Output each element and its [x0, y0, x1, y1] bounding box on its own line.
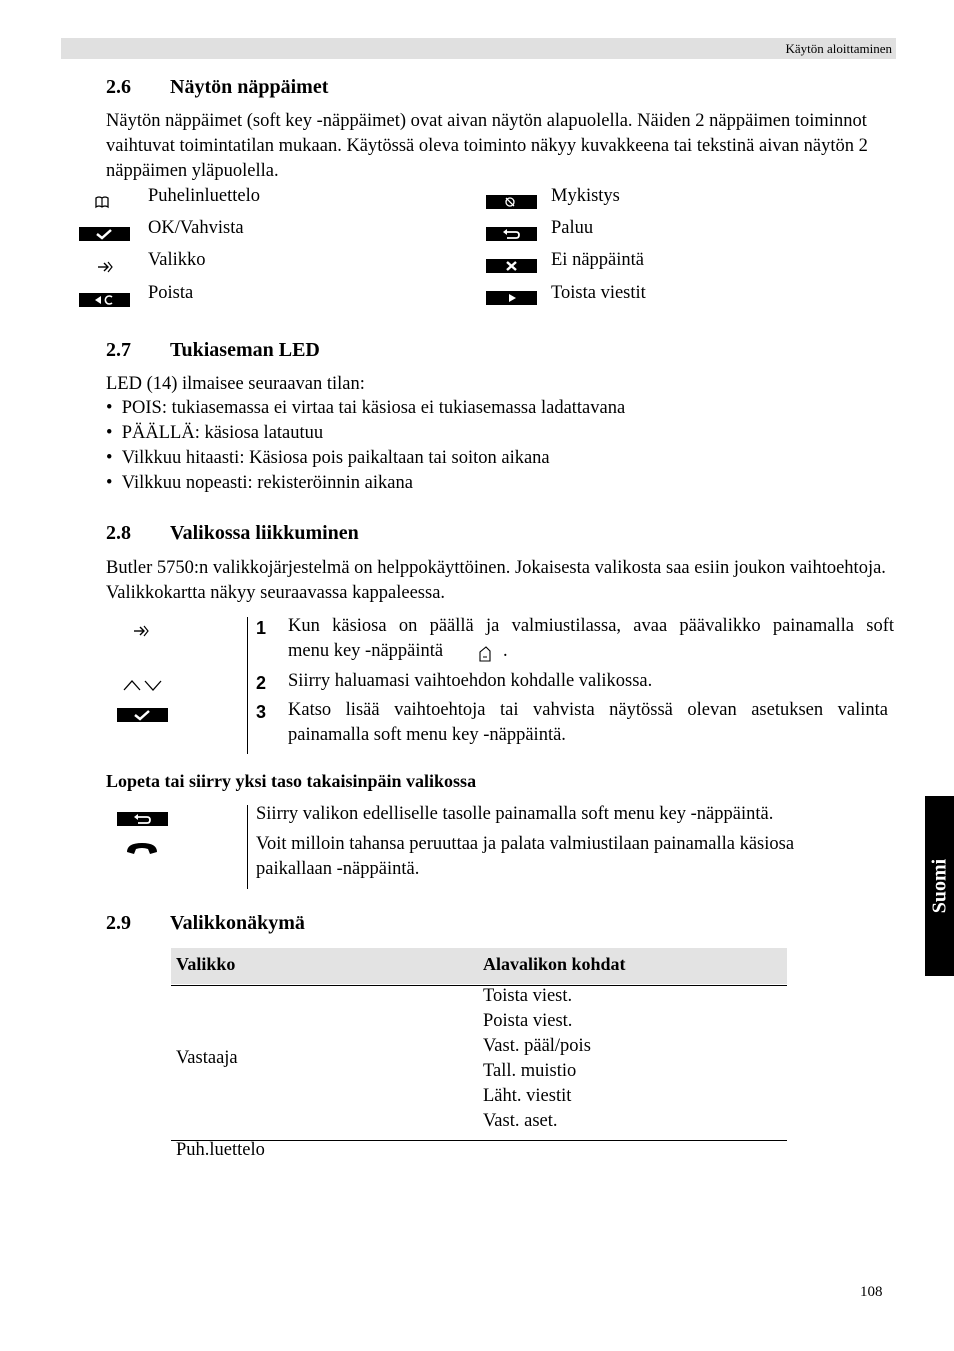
language-side-tab	[925, 796, 954, 976]
menu-key-icon	[478, 646, 492, 662]
step-1-line-2-end: .	[503, 641, 508, 661]
table-cell-submenu: Poista viest.	[483, 1011, 573, 1031]
key-label-no-key: Ei näppäintä	[551, 250, 644, 270]
step-1-line-2: menu key -näppäintä	[288, 641, 444, 661]
bullet-text: PÄÄLLÄ: käsiosa latautuu	[121, 423, 324, 443]
table-header-row	[171, 948, 787, 984]
delete-c-icon	[79, 293, 130, 307]
key-label-ok: OK/Vahvista	[148, 218, 244, 238]
key-label-phonebook: Puhelinluettelo	[148, 186, 261, 206]
back-divider-line	[247, 805, 248, 889]
step-number: 2	[256, 673, 267, 693]
table-rule	[171, 985, 787, 986]
step-2-line-1: Siirry haluamasi vaihtoehdon kohdalle valikossa.	[288, 671, 653, 691]
step-1-line-1: Kun käsiosa on päällä ja valmiustilassa, avaa päävalikko painamalla soft	[288, 616, 894, 636]
heading-number: 2.6	[106, 76, 131, 98]
heading-number: 2.7	[106, 339, 131, 361]
navigate-up-down-icon	[122, 677, 164, 693]
menu-arrow-icon	[96, 259, 116, 275]
list-item: • Vilkkuu hitaasti: Käsiosa pois paikaltaan tai soiton aikana	[106, 448, 550, 468]
subheading-exit-menu: Lopeta tai siirry yksi taso takaisinpäin valikossa	[106, 771, 477, 791]
paragraph-soft-keys: Näytön näppäimet (soft key -näppäimet) ovat aivan näytön alapuolella. Näiden 2 näppäimen toiminnot vaihtuvat toimintatilan mukaan. Käytössä oleva toiminto näkyy kuvakkeena tai tekstinä aivan näytön 2 näppäimen yläpuolella.	[106, 111, 868, 181]
page-number: 108	[860, 1284, 883, 1300]
heading-title: Valikkonäkymä	[170, 912, 305, 934]
heading-2-9	[106, 912, 606, 938]
running-header	[61, 38, 896, 59]
paragraph-menu-nav: Butler 5750:n valikkojärjestelmä on helppokäyttöinen. Jokaisesta valikosta saa esiin joukon vaihtoehtoja. Valikkokartta näkyy seuraavassa kappaleessa.	[106, 558, 886, 603]
bullet-text: Vilkkuu nopeasti: rekisteröinnin aikana	[121, 473, 413, 493]
back-return-icon	[117, 812, 168, 826]
heading-2-7	[106, 339, 606, 365]
key-label-play: Toista viestit	[551, 283, 646, 303]
table-cell-submenu: Toista viest.	[483, 986, 573, 1006]
heading-title: Tukiaseman LED	[170, 339, 320, 361]
key-label-menu: Valikko	[148, 250, 206, 270]
table-cell-submenu: Vast. aset.	[483, 1111, 558, 1131]
table-cell-menu: Puh.luettelo	[176, 1140, 265, 1160]
running-header-title: Käytön aloittaminen	[785, 41, 892, 56]
step-3-line-2: painamalla soft menu key -näppäintä.	[288, 725, 566, 745]
list-item: • Vilkkuu nopeasti: rekisteröinnin aikana	[106, 473, 413, 493]
key-label-back: Paluu	[551, 218, 594, 238]
bullet-text: Vilkkuu hitaasti: Käsiosa pois paikaltaan tai soiton aikana	[121, 448, 550, 468]
back-return-icon	[486, 227, 537, 241]
heading-title: Valikossa liikkuminen	[170, 522, 359, 544]
table-header-cell: Valikko	[176, 954, 236, 974]
heading-number: 2.8	[106, 522, 131, 544]
list-item: • POIS: tukiasemassa ei virtaa tai käsiosa ei tukiasemassa ladattavana	[106, 398, 626, 418]
mute-icon	[486, 195, 537, 209]
phonebook-icon	[94, 194, 110, 210]
heading-2-8	[106, 522, 606, 548]
key-label-mute: Mykistys	[551, 186, 620, 206]
back-instruction: Siirry valikon edelliselle tasolle painamalla soft menu key -näppäintä.	[256, 804, 774, 824]
menu-arrow-icon	[132, 623, 152, 639]
play-messages-icon	[486, 291, 537, 305]
heading-2-6	[106, 76, 606, 102]
no-key-x-icon	[486, 259, 537, 273]
step-number: 1	[256, 618, 267, 638]
led-intro: LED (14) ilmaisee seuraavan tilan:	[106, 374, 365, 394]
table-header-cell: Alavalikon kohdat	[483, 954, 626, 974]
heading-number: 2.9	[106, 912, 131, 934]
step-divider-line	[247, 617, 248, 754]
bullet-text: POIS: tukiasemassa ei virtaa tai käsiosa ei tukiasemassa ladattavana	[121, 398, 626, 418]
ok-check-icon	[117, 708, 168, 722]
cancel-instruction-line-1: Voit milloin tahansa peruuttaa ja palata valmiustilaan painamalla käsiosa	[256, 834, 795, 854]
cancel-instruction-line-2: paikallaan -näppäintä.	[256, 859, 420, 879]
table-cell-menu: Vastaaja	[176, 1048, 238, 1068]
table-cell-submenu: Tall. muistio	[483, 1061, 577, 1081]
step-number: 3	[256, 702, 267, 722]
step-3-line-1: Katso lisää vaihtoehtoja tai vahvista näytössä olevan asetuksen valinta	[288, 700, 888, 720]
table-cell-submenu: Vast. pääl/pois	[483, 1036, 591, 1056]
side-tab-label: Suomi	[928, 858, 950, 914]
ok-check-icon	[79, 227, 130, 241]
heading-title: Näytön näppäimet	[170, 76, 329, 98]
table-cell-submenu: Läht. viestit	[483, 1086, 572, 1106]
list-item: • PÄÄLLÄ: käsiosa latautuu	[106, 423, 324, 443]
key-label-delete: Poista	[148, 283, 194, 303]
hang-up-handset-icon	[125, 840, 159, 858]
